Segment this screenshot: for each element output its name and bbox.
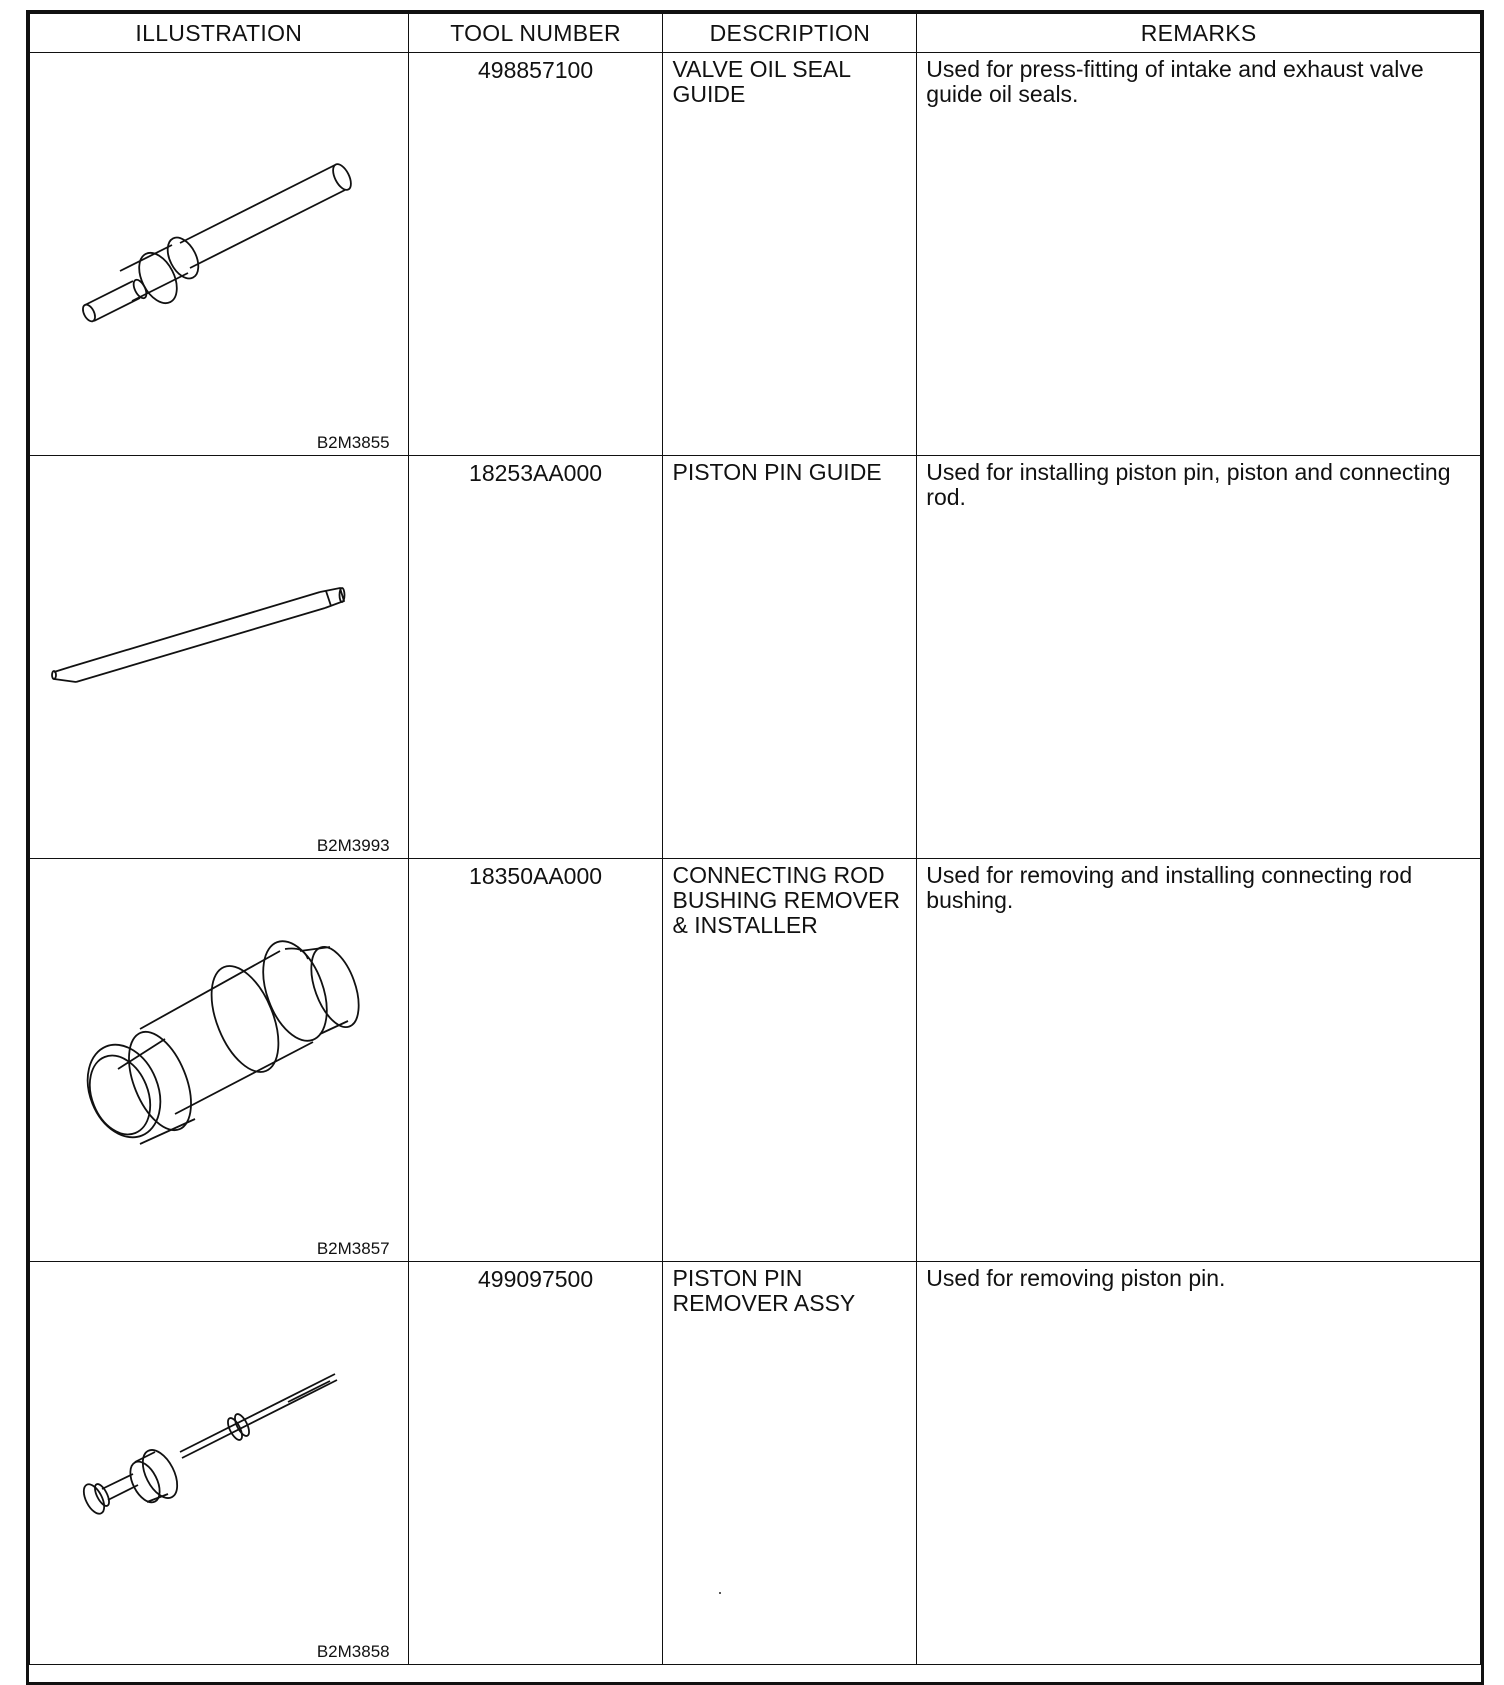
remarks-cell: Used for installing piston pin, piston and connecting rod. (917, 456, 1481, 859)
table-header-row (30, 14, 1481, 53)
figure-code: B2M3993 (316, 836, 390, 855)
table-row (30, 1262, 1481, 1665)
header-description: DESCRIPTION (663, 14, 917, 53)
description-cell: VALVE OIL SEAL GUIDE (663, 53, 917, 456)
description-cell: PISTON PIN GUIDE (663, 456, 917, 859)
remarks-cell: Used for press-fitting of intake and exhaust valve guide oil seals. (917, 53, 1481, 456)
scan-speck (719, 1592, 721, 1594)
illustration-cell (30, 859, 409, 1262)
special-tools-table (29, 13, 1481, 1665)
piston-pin-guide-icon (30, 456, 388, 854)
illustration-cell (30, 456, 409, 859)
figure-code: B2M3858 (316, 1642, 390, 1661)
description-text: PISTON PIN REMOVER ASSY (672, 1265, 856, 1316)
piston-pin-remover-icon (30, 1262, 388, 1660)
table-row (30, 53, 1481, 456)
table-row (30, 456, 1481, 859)
figure-code: B2M3855 (316, 433, 390, 452)
remarks-cell: Used for removing and installing connecting rod bushing. (917, 859, 1481, 1262)
tool-number-cell: 498857100 (408, 53, 663, 456)
illustration-cell (30, 1262, 409, 1665)
illustration-cell (30, 53, 409, 456)
header-tool-number: TOOL NUMBER (408, 14, 663, 53)
header-remarks: REMARKS (917, 14, 1481, 53)
bushing-remover-installer-icon (30, 859, 388, 1257)
header-illustration: ILLUSTRATION (30, 14, 409, 53)
remarks-cell: Used for removing piston pin. (917, 1262, 1481, 1665)
tool-number-cell: 18253AA000 (408, 456, 663, 859)
table-row (30, 859, 1481, 1262)
special-tools-table-frame (26, 10, 1484, 1685)
description-cell: CONNECTING ROD BUSHING REMOVER & INSTALLER (663, 859, 917, 1262)
valve-oil-seal-guide-icon (30, 53, 388, 451)
tool-number-cell: 18350AA000 (408, 859, 663, 1262)
tool-number-cell: 499097500 (408, 1262, 663, 1665)
description-cell (663, 1262, 917, 1665)
figure-code: B2M3857 (316, 1239, 390, 1258)
